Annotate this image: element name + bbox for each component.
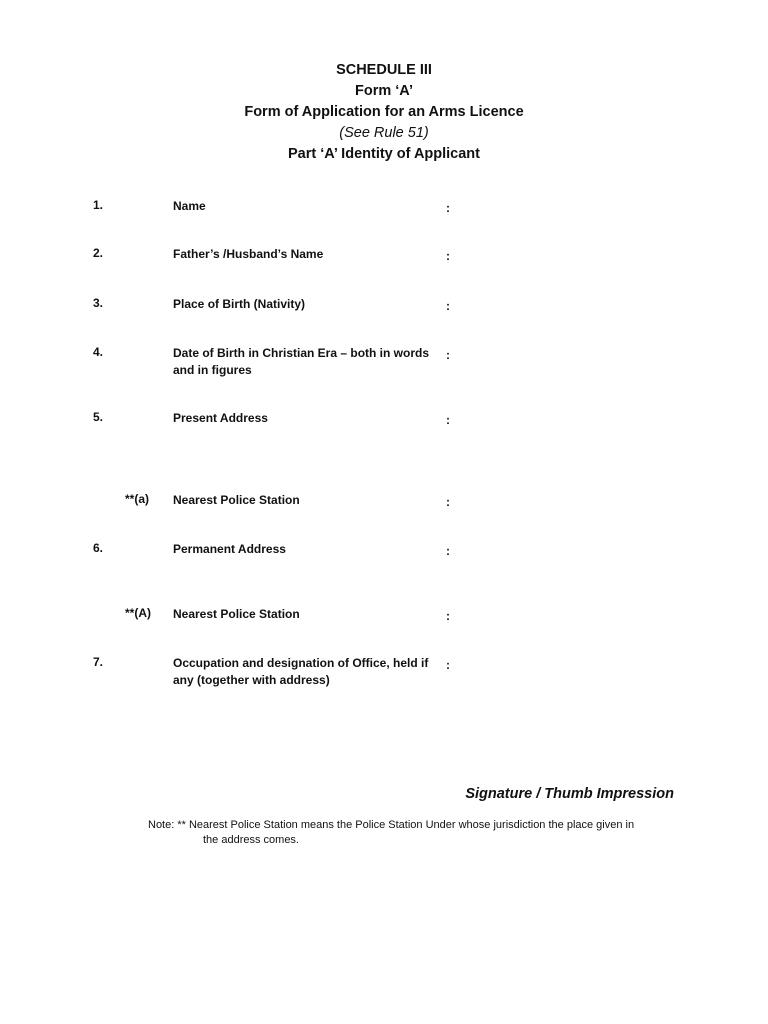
form-header <box>0 60 768 165</box>
form-title: Form of Application for an Arms Licence <box>244 104 524 120</box>
rule-reference: (See Rule 51) <box>339 125 429 141</box>
row-colon: : <box>446 544 450 558</box>
row-colon: : <box>446 609 450 623</box>
row-subnumber: **(A) <box>125 606 151 620</box>
row-label: Occupation and designation of Office, held if any (together with address) <box>173 656 429 687</box>
part-title: Part ‘A’ Identity of Applicant <box>287 146 480 162</box>
row-number: 1. <box>93 198 104 212</box>
row-number: 6. <box>93 541 104 555</box>
row-label: Nearest Police Station <box>173 493 300 507</box>
row-number: 5. <box>93 410 104 424</box>
row-colon: : <box>446 249 450 263</box>
row-number: 4. <box>93 345 104 359</box>
row-subnumber: **(a) <box>125 492 150 506</box>
row-label: Present Address <box>173 411 268 425</box>
row-label: Permanent Address <box>173 542 286 556</box>
footnote <box>148 818 678 848</box>
signature-label: Signature / Thumb Impression <box>465 786 674 802</box>
form-name: Form ‘A’ <box>354 83 413 99</box>
row-colon: : <box>446 658 450 672</box>
row-label: Date of Birth in Christian Era – both in words and in figures <box>173 346 430 377</box>
row-number: 3. <box>93 296 104 310</box>
row-colon: : <box>446 495 450 509</box>
row-label: Father’s /Husband’s Name <box>173 247 324 261</box>
footnote-line-1: Note: ** Nearest Police Station means the Police Station Under whose jurisdiction the place given in <box>148 819 635 831</box>
schedule-title: SCHEDULE III <box>336 62 432 78</box>
row-number: 7. <box>93 655 104 669</box>
row-label: Name <box>173 199 206 213</box>
row-label: Nearest Police Station <box>173 607 300 621</box>
row-colon: : <box>446 201 450 215</box>
row-label: Place of Birth (Nativity) <box>173 297 306 311</box>
row-colon: : <box>446 348 450 362</box>
row-colon: : <box>446 299 450 313</box>
row-number: 2. <box>93 246 104 260</box>
row-colon: : <box>446 413 450 427</box>
footnote-line-2: the address comes. <box>203 834 299 846</box>
